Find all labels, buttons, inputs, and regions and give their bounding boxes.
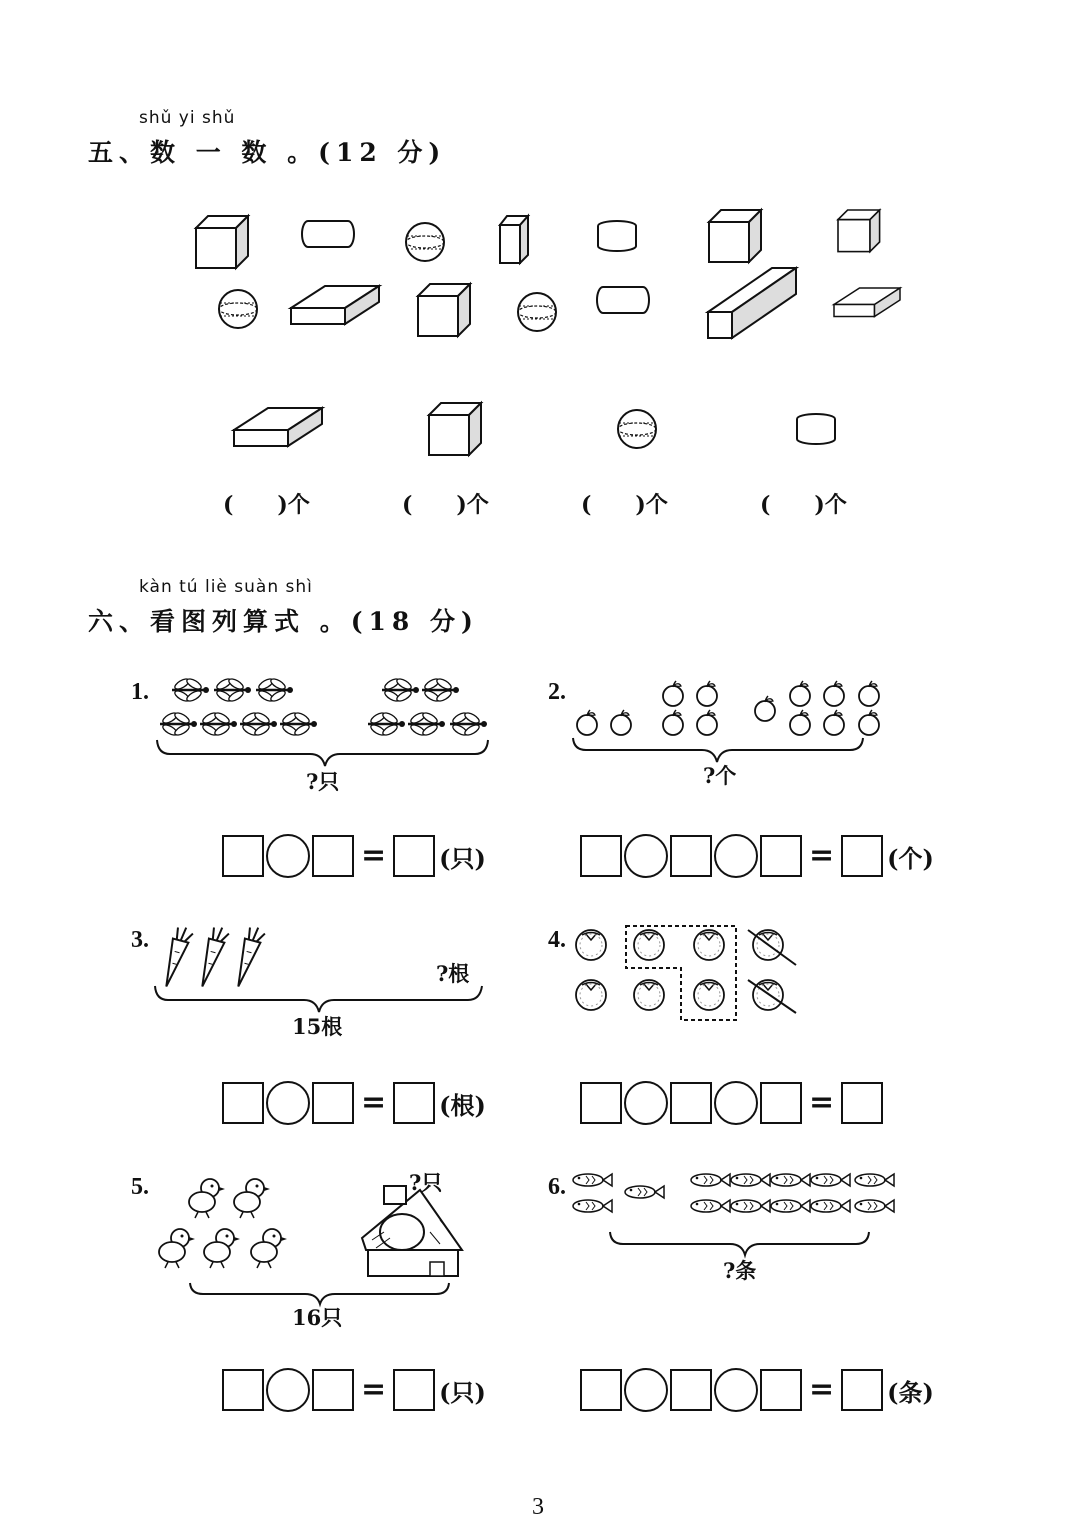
result-box[interactable]	[393, 1369, 435, 1411]
number-box[interactable]	[580, 1082, 622, 1124]
problem-1-number: 1.	[131, 679, 149, 705]
number-box[interactable]	[222, 1369, 264, 1411]
operator-circle[interactable]	[624, 1368, 668, 1412]
brace-5	[190, 1283, 449, 1304]
section6-title: 六、看图列算式 。(18 分)	[88, 607, 479, 636]
operator-circle[interactable]	[266, 1081, 310, 1125]
fish-group	[573, 1174, 894, 1212]
number-box[interactable]	[670, 1369, 712, 1411]
problem-2-label: ?个	[703, 763, 737, 788]
unit-label: (只)	[439, 843, 486, 873]
number-box[interactable]	[580, 1369, 622, 1411]
equals-sign: =	[361, 838, 387, 873]
brace-1	[157, 740, 488, 766]
equals-sign: =	[809, 1372, 835, 1407]
dragonfly-group-right	[368, 677, 487, 737]
number-box[interactable]	[312, 1369, 354, 1411]
equation-row-1	[222, 834, 486, 878]
equation-row-4	[580, 1081, 887, 1125]
chicken-house	[362, 1186, 462, 1276]
equation-row-6	[580, 1368, 934, 1412]
unit-label: (只)	[439, 1377, 486, 1407]
result-box[interactable]	[841, 1369, 883, 1411]
problem-6-number: 6.	[548, 1174, 566, 1200]
carrot-group	[161, 925, 266, 990]
section5-pinyin: shǔ yi shǔ	[139, 108, 236, 128]
result-box[interactable]	[393, 835, 435, 877]
number-box[interactable]	[670, 1082, 712, 1124]
operator-circle[interactable]	[266, 1368, 310, 1412]
brace-2	[573, 738, 863, 762]
answer-blank-slab[interactable]: ( )个	[223, 492, 310, 518]
problem-3-label: 15根	[292, 1014, 343, 1039]
page-number: 3	[532, 1494, 544, 1520]
section6-pinyin: kàn tú liè suàn shì	[139, 577, 313, 597]
result-box[interactable]	[841, 1082, 883, 1124]
tomato-group	[576, 930, 783, 1010]
operator-circle[interactable]	[624, 834, 668, 878]
equation-row-3	[222, 1081, 486, 1125]
answer-blank-sphere[interactable]: ( )个	[581, 492, 668, 518]
problem-3-number: 3.	[131, 927, 149, 953]
number-box[interactable]	[760, 1082, 802, 1124]
result-box[interactable]	[841, 835, 883, 877]
number-box[interactable]	[580, 835, 622, 877]
number-box[interactable]	[312, 1082, 354, 1124]
problem-5-label: 16只	[292, 1305, 343, 1330]
unit-label: (条)	[887, 1377, 934, 1407]
number-box[interactable]	[760, 835, 802, 877]
number-box[interactable]	[222, 1082, 264, 1124]
problem-4-number: 4.	[548, 927, 566, 953]
problem-1-label: ?只	[306, 769, 340, 794]
unit-label: (根)	[439, 1090, 486, 1120]
apple-group	[577, 681, 879, 735]
brace-6	[610, 1232, 869, 1255]
problem-6-label: ?条	[723, 1258, 757, 1283]
operator-circle[interactable]	[624, 1081, 668, 1125]
answer-blank-cylinder[interactable]: ( )个	[760, 492, 847, 518]
operator-circle[interactable]	[714, 1081, 758, 1125]
equals-sign: =	[809, 838, 835, 873]
equals-sign: =	[361, 1372, 387, 1407]
operator-circle[interactable]	[714, 1368, 758, 1412]
number-box[interactable]	[760, 1369, 802, 1411]
chick-group	[159, 1179, 287, 1268]
equals-sign: =	[809, 1085, 835, 1120]
number-box[interactable]	[312, 835, 354, 877]
dragonfly-group-left	[160, 677, 317, 737]
problem-5-number: 5.	[131, 1174, 149, 1200]
equation-row-2	[580, 834, 934, 878]
equals-sign: =	[361, 1085, 387, 1120]
brace-3	[155, 986, 482, 1012]
result-box[interactable]	[393, 1082, 435, 1124]
number-box[interactable]	[670, 835, 712, 877]
section5-title: 五、数 一 数 。(12 分)	[88, 138, 447, 167]
problem-5-top-label: ?只	[409, 1170, 443, 1195]
operator-circle[interactable]	[266, 834, 310, 878]
number-box[interactable]	[222, 835, 264, 877]
unit-label: (个)	[887, 843, 934, 873]
answer-blank-cube[interactable]: ( )个	[402, 492, 489, 518]
operator-circle[interactable]	[714, 834, 758, 878]
equation-row-5	[222, 1368, 486, 1412]
problem-3-top-label: ?根	[436, 961, 470, 986]
problem-2-number: 2.	[548, 679, 566, 705]
